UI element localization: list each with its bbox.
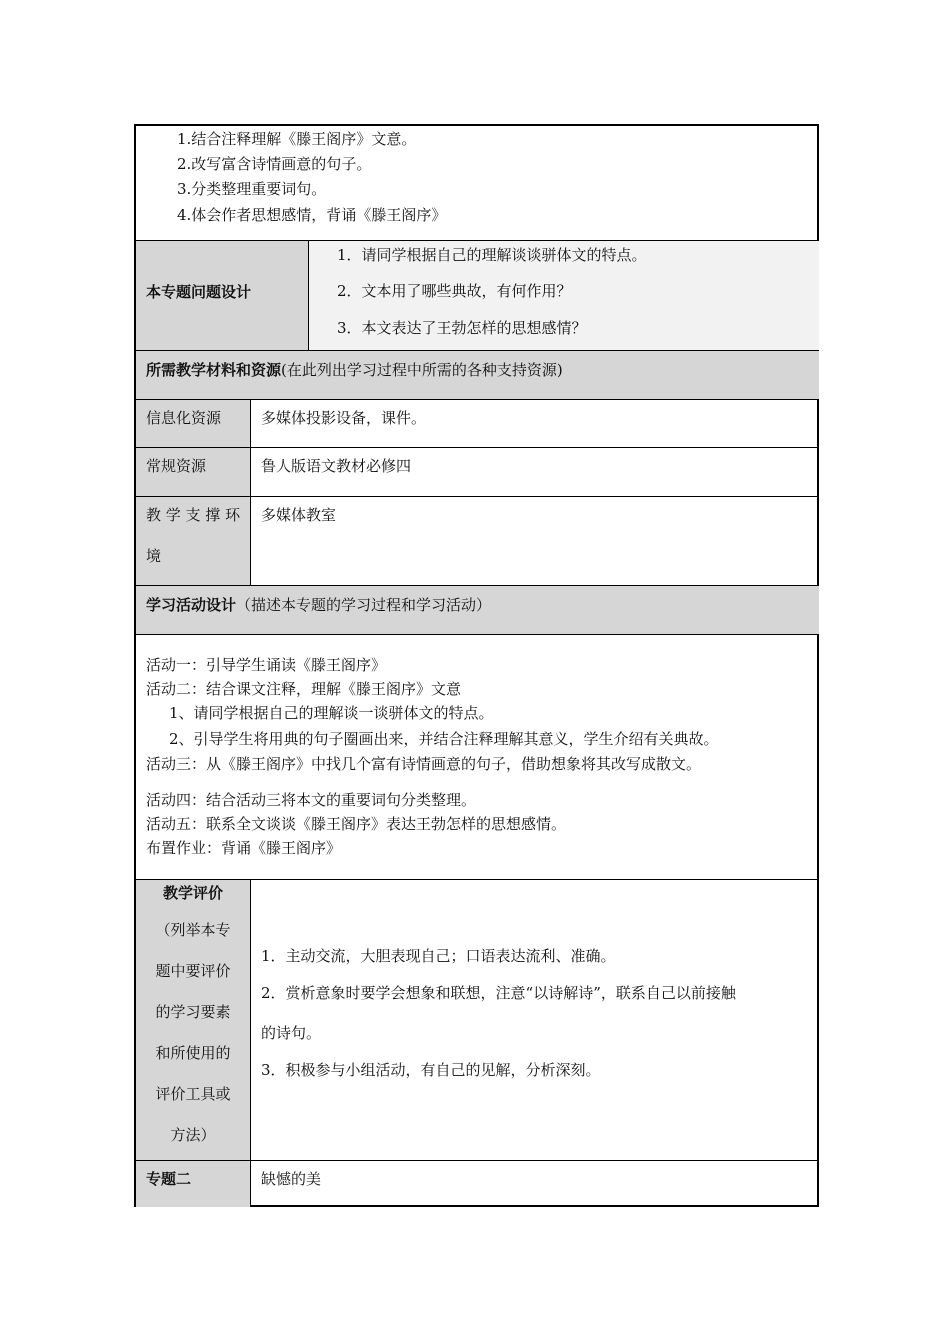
- activity-line: 布置作业：背诵《滕王阁序》: [146, 839, 342, 857]
- evaluation-note: 评价工具或: [155, 1085, 231, 1103]
- question-item: 1．请同学根据自己的理解谈谈骈体文的特点。: [337, 246, 647, 264]
- resource-row-info: [136, 399, 819, 447]
- evaluation-item: 2．赏析意象时要学会想象和联想，注意“以诗解诗”，联系自己以前接触: [261, 984, 736, 1002]
- evaluation-note: （列举本专: [155, 921, 231, 939]
- activity-line: 活动三：从《滕王阁序》中找几个富有诗情画意的句子，借助想象将其改写成散文。: [146, 755, 702, 773]
- materials-header: [136, 350, 819, 399]
- topic-two-value: 缺憾的美: [261, 1170, 322, 1188]
- evaluation-item: 1．主动交流，大胆表现自己；口语表达流利、准确。: [261, 947, 616, 965]
- resource-label-cont: 境: [146, 547, 162, 565]
- objective-item: 1.结合注释理解《滕王阁序》文意。: [177, 130, 417, 148]
- evaluation-note: 方法）: [170, 1126, 216, 1144]
- resource-value: 多媒体投影设备，课件。: [261, 409, 427, 427]
- evaluation-note: 和所使用的: [155, 1044, 231, 1062]
- activity-line: 活动四：结合活动三将本文的重要词句分类整理。: [146, 791, 477, 809]
- activities-header: [136, 585, 819, 634]
- activity-line: 2、引导学生将用典的句子圈画出来，并结合注释理解其意义，学生介绍有关典故。: [169, 730, 719, 748]
- evaluation-note: 题中要评价: [155, 962, 231, 980]
- activity-line: 活动五：联系全文谈谈《滕王阁序》表达王勃怎样的思想感情。: [146, 815, 567, 833]
- resource-label: 教 学 支 撑 环: [146, 506, 241, 524]
- materials-title: 所需教学材料和资源(在此列出学习过程中所需的各种支持资源): [146, 361, 563, 379]
- objective-item: 4.体会作者思想感情，背诵《滕王阁序》: [177, 206, 447, 224]
- question-design-label: 本专题问题设计: [146, 283, 252, 301]
- activities-content: [136, 634, 819, 879]
- topic-two-row: [136, 1160, 819, 1207]
- activities-title: 学习活动设计（描述本专题的学习过程和学习活动）: [146, 596, 492, 614]
- topic-two-label: 专题二: [146, 1170, 192, 1188]
- resource-label: 信息化资源: [146, 409, 222, 427]
- question-item: 2．文本用了哪些典故，有何作用？: [337, 282, 572, 300]
- activity-line: 活动一：引导学生诵读《滕王阁序》: [146, 656, 387, 674]
- resource-row-environment: [136, 496, 819, 585]
- activity-line: 1、请同学根据自己的理解谈一谈骈体文的特点。: [169, 704, 494, 722]
- objectives-section: [136, 126, 819, 240]
- resource-value: 鲁人版语文教材必修四: [261, 457, 412, 475]
- evaluation-item: 3．积极参与小组活动，有自己的见解，分析深刻。: [261, 1061, 601, 1079]
- lesson-plan-table: [134, 124, 819, 1207]
- evaluation-item: 的诗句。: [261, 1024, 322, 1042]
- resource-label: 常规资源: [146, 457, 207, 475]
- evaluation-title: 教学评价: [162, 884, 223, 902]
- question-design-label-cell: [136, 241, 308, 350]
- question-design-row: [136, 240, 819, 350]
- objective-item: 3.分类整理重要词句。: [177, 180, 327, 198]
- evaluation-row: [136, 879, 819, 1160]
- activity-line: 活动二：结合课文注释，理解《滕王阁序》文意: [146, 680, 462, 698]
- evaluation-note: 的学习要素: [155, 1003, 231, 1021]
- objective-item: 2.改写富含诗情画意的句子。: [177, 155, 372, 173]
- resource-row-regular: [136, 447, 819, 496]
- question-design-content-cell: [309, 241, 819, 350]
- resource-value: 多媒体教室: [261, 506, 337, 524]
- evaluation-label-cell: [136, 880, 250, 1160]
- question-item: 3．本文表达了王勃怎样的思想感情？: [337, 319, 587, 337]
